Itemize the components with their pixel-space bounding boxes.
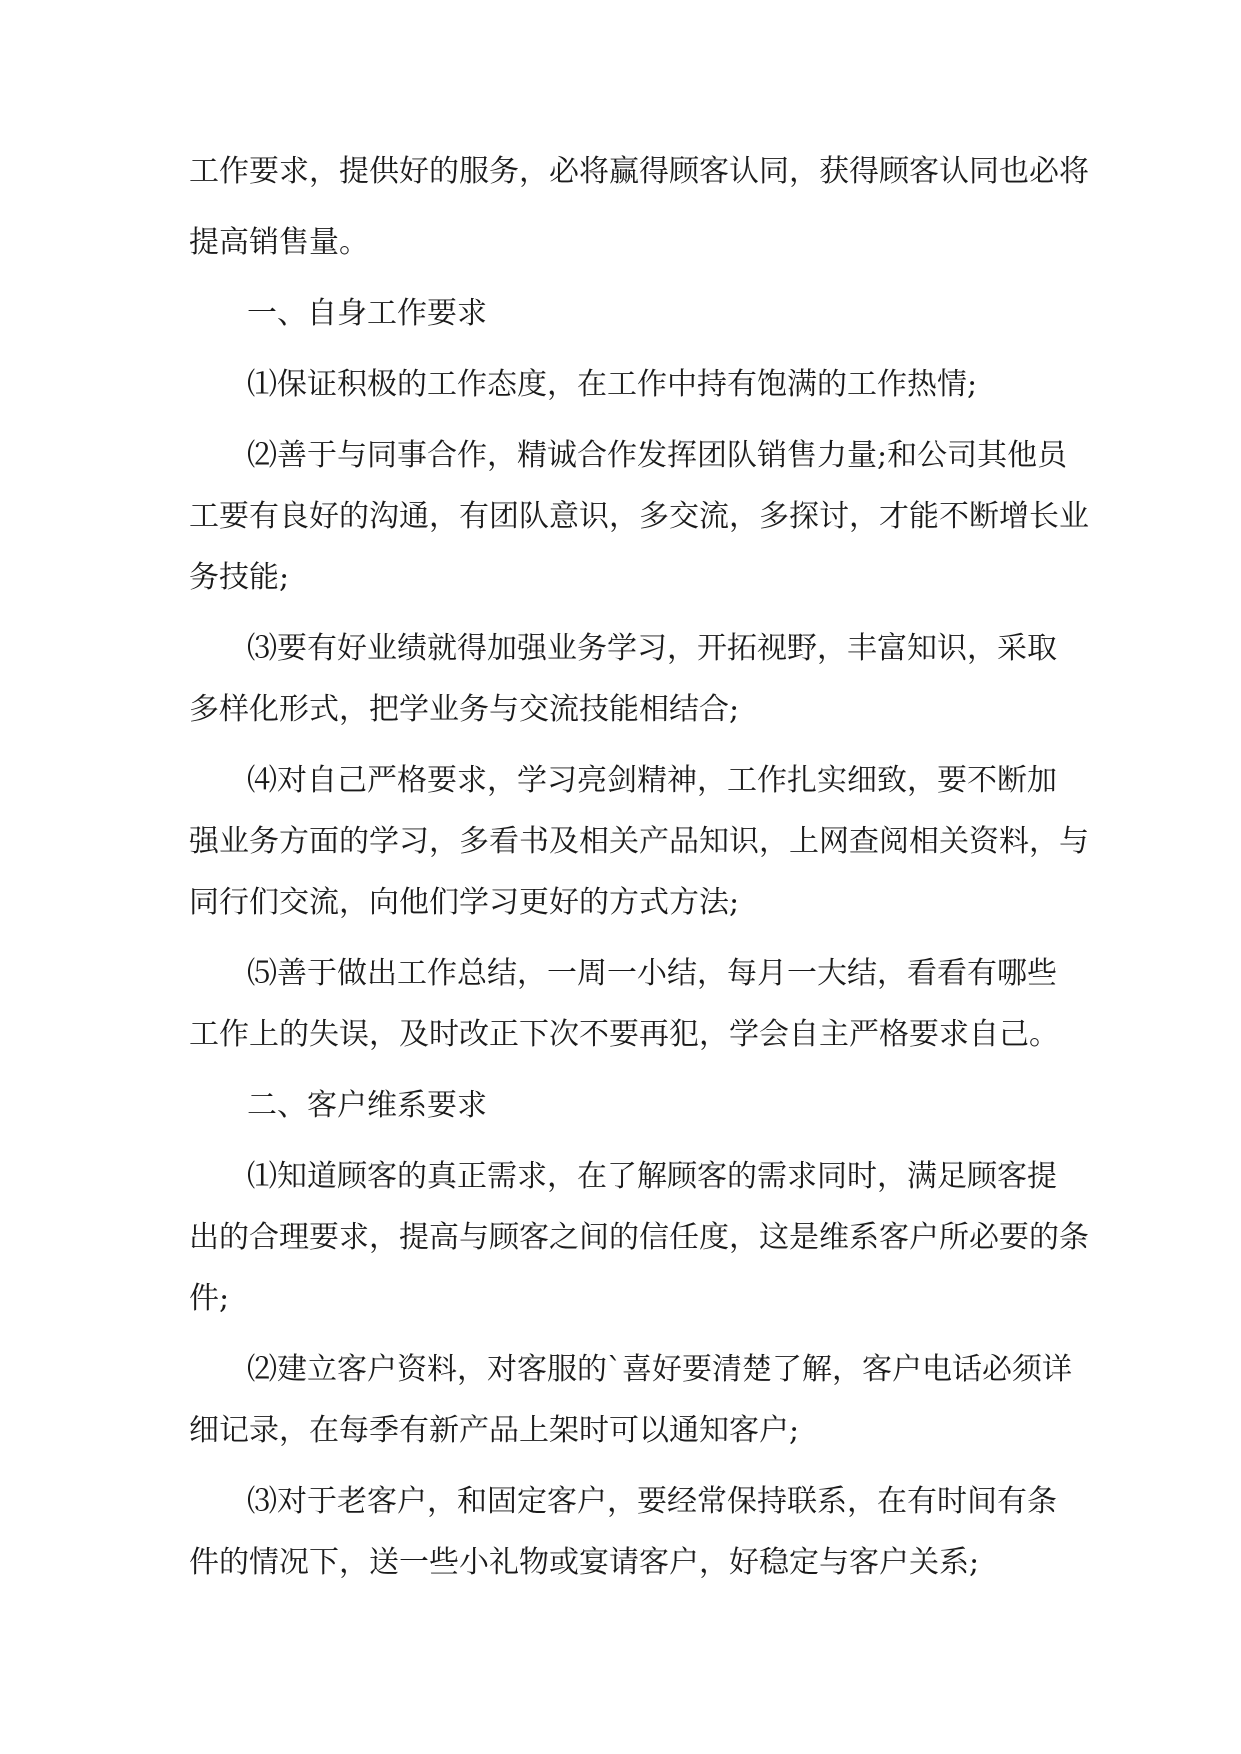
text-line-12: 同行们交流，向他们学习更好的方式方法; bbox=[189, 885, 740, 920]
text-line-18: 件; bbox=[189, 1281, 230, 1316]
text-line-2: 提高销售量。 bbox=[189, 225, 369, 260]
text-line-14: 工作上的失误，及时改正下次不要再犯，学会自主严格要求自己。 bbox=[189, 1017, 1059, 1052]
text-line-10: ⑷对自己严格要求，学习亮剑精神，工作扎实细致，要不断加 bbox=[247, 763, 1057, 798]
text-line-4: ⑴保证积极的工作态度，在工作中持有饱满的工作热情; bbox=[247, 367, 978, 402]
section-heading-2: 二、客户维系要求 bbox=[247, 1088, 487, 1123]
text-line-8: ⑶要有好业绩就得加强业务学习，开拓视野，丰富知识，采取 bbox=[247, 631, 1057, 666]
text-line-19: ⑵建立客户资料，对客服的`喜好要清楚了解，客户电话必须详 bbox=[247, 1352, 1072, 1387]
text-line-11: 强业务方面的学习，多看书及相关产品知识，上网查阅相关资料，与 bbox=[189, 824, 1089, 859]
section-heading-1: 一、自身工作要求 bbox=[247, 296, 487, 331]
text-line-16: ⑴知道顾客的真正需求，在了解顾客的需求同时，满足顾客提 bbox=[247, 1159, 1057, 1194]
text-line-13: ⑸善于做出工作总结，一周一小结，每月一大结，看看有哪些 bbox=[247, 956, 1057, 991]
text-line-22: 件的情况下，送一些小礼物或宴请客户，好稳定与客户关系; bbox=[189, 1545, 980, 1580]
text-line-20: 细记录，在每季有新产品上架时可以通知客户; bbox=[189, 1413, 800, 1448]
text-line-9: 多样化形式，把学业务与交流技能相结合; bbox=[189, 692, 740, 727]
text-line-21: ⑶对于老客户，和固定客户，要经常保持联系，在有时间有条 bbox=[247, 1484, 1057, 1519]
text-line-6: 工要有良好的沟通，有团队意识，多交流，多探讨，才能不断增长业 bbox=[189, 499, 1089, 534]
text-line-7: 务技能; bbox=[189, 560, 290, 595]
text-line-17: 出的合理要求，提高与顾客之间的信任度，这是维系客户所必要的条 bbox=[189, 1220, 1089, 1255]
text-line-1: 工作要求，提供好的服务，必将赢得顾客认同，获得顾客认同也必将 bbox=[189, 154, 1089, 189]
text-line-5: ⑵善于与同事合作，精诚合作发挥团队销售力量;和公司其他员 bbox=[247, 438, 1068, 473]
